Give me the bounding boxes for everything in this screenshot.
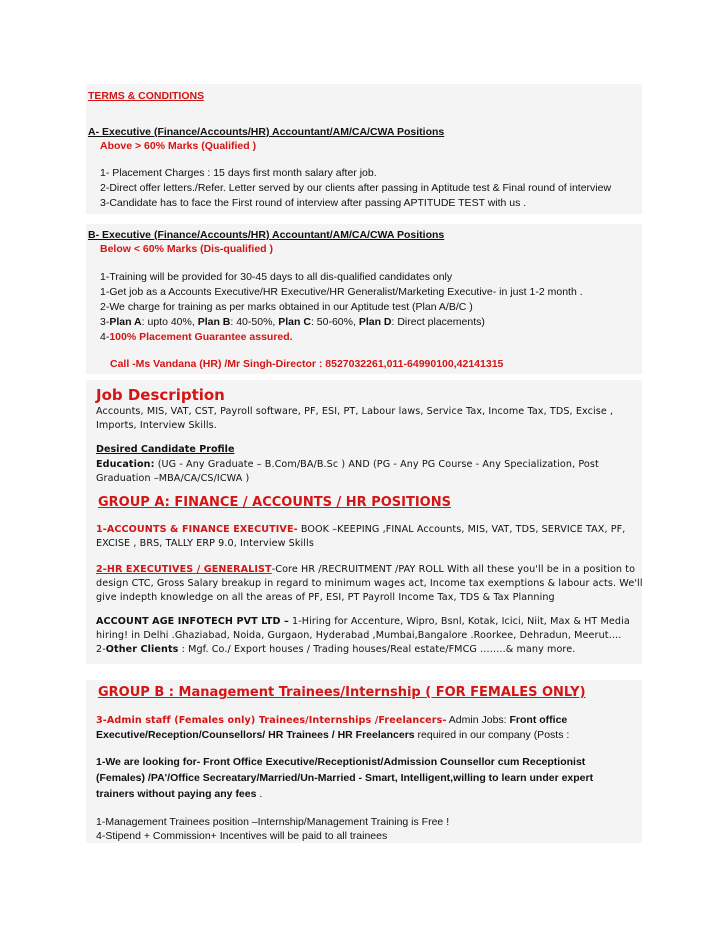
call-contact: Call -Ms Vandana (HR) /Mr Singh-Director : 8527032261,011-64990100,42141315 [110, 358, 504, 370]
company-label: ACCOUNT AGE INFOTECH PVT LTD – [96, 616, 289, 627]
section-a-item: 3-Candidate has to face the First round of interview after passing APTITUDE TEST with us . [100, 197, 527, 209]
hr-text: -Core HR /RECRUITMENT /PAY ROLL With all these you'll be in a position to [271, 564, 636, 575]
company-text: 1-Hiring for Accenture, Wipro, Bsnl, Kotak, Icici, Niit, Max & HT Media [288, 616, 630, 627]
admin-label: 3-Admin staff (Females only) Trainees/Internships /Freelancers- [96, 715, 447, 726]
admin-line [96, 713, 567, 728]
education-text: (UG - Any Graduate – B.Com/BA/B.Sc ) AND (PG - Any PG Course - Any Specialization, Post [154, 459, 599, 470]
company-line-2: hiring! in Delhi .Ghaziabad, Noida, Gurgaon, Hyderabad ,Mumbai,Bangalore .Roorkee, Dehradun, Meerut…. [96, 630, 622, 641]
section-b-item: 1-Get job as a Accounts Executive/HR Executive/HR Generalist/Marketing Executive- in just 1-2 month . [100, 286, 583, 298]
accounts-line-2: EXCISE , BRS, TALLY ERP 9.0, Interview Skills [96, 538, 314, 549]
terms-title: TERMS & CONDITIONS [88, 90, 205, 102]
job-desc-line: Accounts, MIS, VAT, CST, Payroll software, PF, ESI, PT, Labour laws, Service Tax, Income Tax, TDS, Excise , [96, 406, 614, 417]
looking-line: 1-We are looking for- Front Office Executive/Receptionist/Admission Counsellor cum Receptionist [96, 756, 586, 768]
plan-a-label: Plan A [109, 316, 142, 328]
hr-label: 2-HR EXECUTIVES / GENERALIST [96, 564, 272, 575]
guarantee-text: 100% Placement Guarantee assured. [109, 331, 293, 343]
admin-front-office: Front office [509, 714, 568, 726]
education-line-2: Graduation –MBA/CA/CS/ICWA ) [96, 473, 250, 484]
section-b-heading: B- Executive (Finance/Accounts/HR) Accountant/AM/CA/CWA Positions [88, 229, 445, 241]
group-a-title: GROUP A: FINANCE / ACCOUNTS / HR POSITIONS [98, 495, 451, 510]
plan-d-label: Plan D [358, 316, 392, 328]
looking-line-2: (Females) /PA'/Office Secreatary/Married/Un-Married - Smart, Intelligent,willing to learn under expert [96, 772, 594, 784]
admin-required: required in our company (Posts : [414, 729, 570, 741]
accounts-label: 1-ACCOUNTS & FINANCE EXECUTIVE- [96, 524, 298, 535]
section-a-heading: A- Executive (Finance/Accounts/HR) Accountant/AM/CA/CWA Positions [88, 126, 445, 138]
guarantee-line [100, 330, 293, 344]
looking-line-3 [96, 787, 262, 801]
job-desc-line: Imports, Interview Skills. [96, 420, 217, 431]
education-label: Education: [96, 459, 155, 470]
plan-c-label: Plan C [278, 316, 311, 328]
looking-trainers: trainers without paying any fees [96, 788, 257, 800]
plan-a-text: : upto 40%, [141, 316, 198, 328]
admin-roles: Executive/Reception/Counsellors/ HR Trainees / HR Freelancers [96, 729, 415, 741]
plan-c-text: : 50-60%, [310, 316, 359, 328]
section-b-item: 2-We charge for training as per marks obtained in our Aptitude test (Plan A/B/C ) [100, 301, 473, 313]
group-b-title: GROUP B : Management Trainees/Internship ( FOR FEMALES ONLY) [98, 685, 586, 700]
section-b-marks: Below < 60% Marks (Dis-qualified ) [100, 243, 274, 255]
trainee-line: 1-Management Trainees position –Internship/Management Training is Free ! [96, 816, 450, 828]
job-description-title: Job Description [96, 386, 225, 404]
plan-b-label: Plan B [197, 316, 231, 328]
accounts-text: BOOK –KEEPING ,FINAL Accounts, MIS, VAT, TDS, SERVICE TAX, PF, [297, 524, 626, 535]
plan-b-text: : 40-50%, [230, 316, 279, 328]
hr-line-2: design CTC, Gross Salary breakup in regard to minimum wages act, Income tax exemptions & labour acts. We'll [96, 578, 643, 589]
section-b-item: 1-Training will be provided for 30-45 days to all dis-qualified candidates only [100, 271, 453, 283]
admin-line-2 [96, 728, 569, 742]
company-line [96, 615, 630, 629]
plans-prefix: 3- [100, 316, 110, 328]
other-clients-line [96, 643, 575, 657]
candidate-profile-heading: Desired Candidate Profile [96, 444, 235, 455]
education-line [96, 458, 599, 472]
hr-line [96, 563, 635, 577]
other-prefix: 2- [96, 644, 106, 655]
section-a-item: 2-Direct offer letters./Refer. Letter served by our clients after passing in Aptitude test & Final round of interview [100, 182, 612, 194]
plan-d-text: : Direct placements) [391, 316, 485, 328]
looking-end: . [256, 788, 263, 800]
section-a-marks: Above > 60% Marks (Qualified ) [100, 140, 257, 152]
plans-line [100, 315, 485, 329]
other-clients-label: Other Clients [105, 644, 179, 655]
section-a-item: 1- Placement Charges : 15 days first month salary after job. [100, 167, 377, 179]
accounts-line [96, 523, 625, 537]
admin-text: Admin Jobs: [446, 714, 510, 726]
hr-line-3: give indepth knowledge on all the areas of PF, ESI, PT Payroll Income Tax, TDS & Tax Planning [96, 592, 555, 603]
stipend-line: 4-Stipend + Commission+ Incentives will be paid to all trainees [96, 830, 388, 842]
other-clients-text: : Mgf. Co./ Export houses / Trading houses/Real estate/FMCG ……..& many more. [178, 644, 576, 655]
guarantee-prefix: 4- [100, 331, 110, 343]
